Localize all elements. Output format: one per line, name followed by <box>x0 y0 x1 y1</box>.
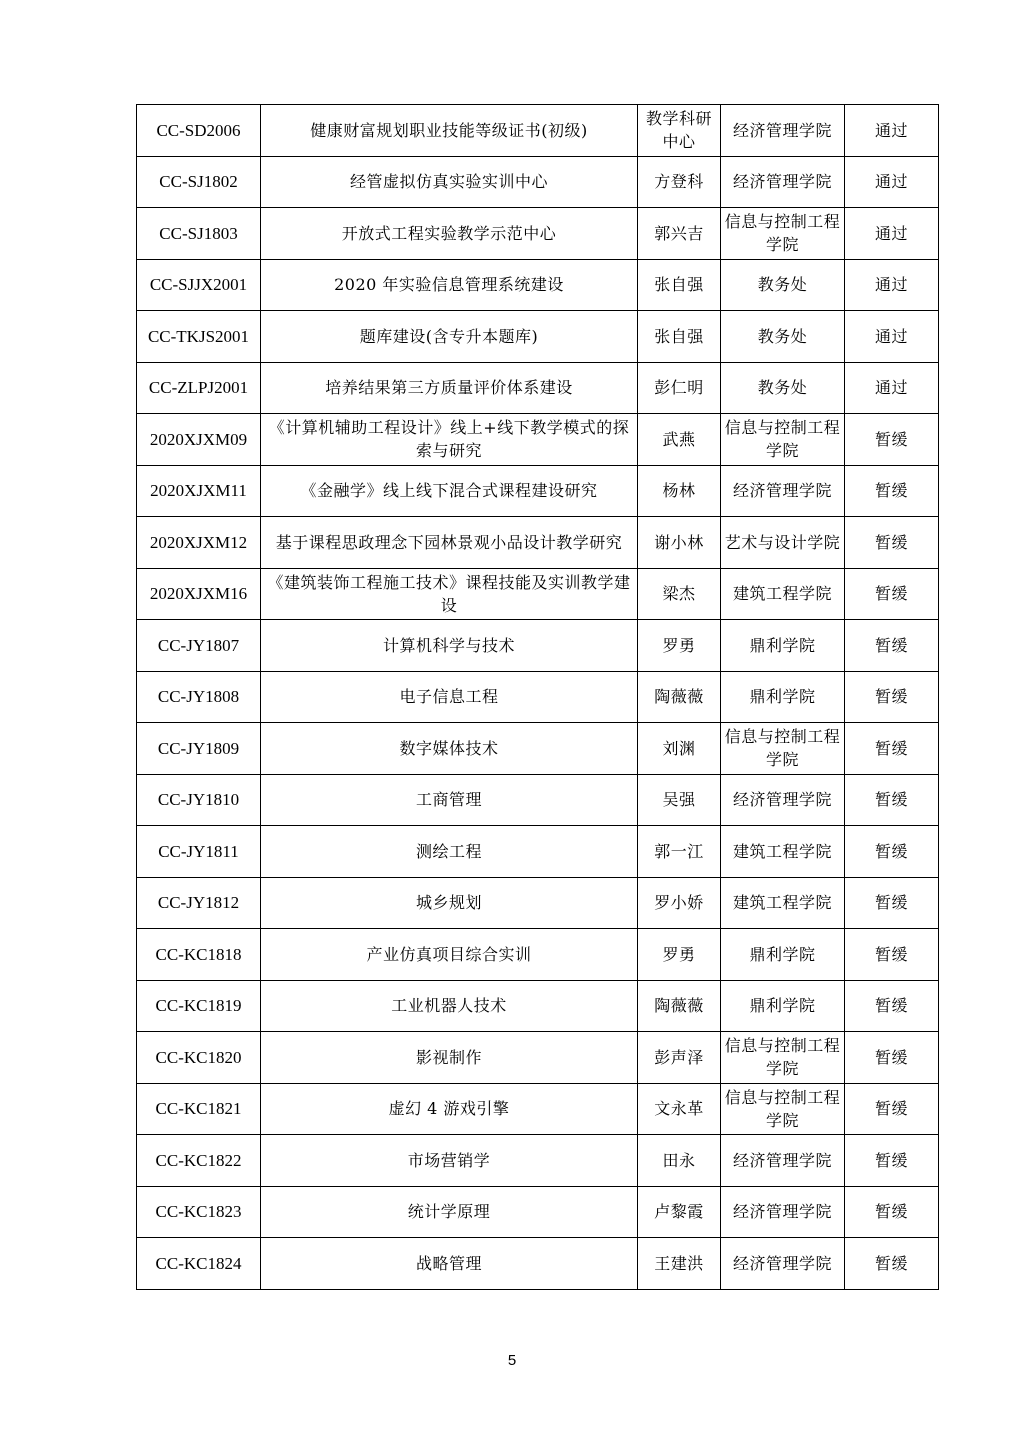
person-in-charge-cell: 郭一江 <box>638 826 721 878</box>
project-name-cell: 工业机器人技术 <box>261 980 638 1032</box>
project-code-cell: 2020XJXM11 <box>137 465 261 517</box>
department-cell: 经济管理学院 <box>721 1135 845 1187</box>
project-code-cell: CC-JY1810 <box>137 774 261 826</box>
project-name-cell: 数字媒体技术 <box>261 723 638 775</box>
person-in-charge-cell: 田永 <box>638 1135 721 1187</box>
project-name-cell: 《金融学》线上线下混合式课程建设研究 <box>261 465 638 517</box>
project-name-cell: 电子信息工程 <box>261 671 638 723</box>
person-in-charge-cell: 郭兴吉 <box>638 208 721 260</box>
project-name-cell: 测绘工程 <box>261 826 638 878</box>
project-name-cell: 影视制作 <box>261 1032 638 1084</box>
review-result-cell: 暂缓 <box>845 1238 939 1290</box>
table-row <box>137 1032 939 1084</box>
project-name-cell: 工商管理 <box>261 774 638 826</box>
review-result-cell: 通过 <box>845 156 939 208</box>
project-code-cell: CC-TKJS2001 <box>137 311 261 363</box>
department-cell: 鼎利学院 <box>721 671 845 723</box>
project-code-cell: CC-KC1819 <box>137 980 261 1032</box>
project-name-cell: 市场营销学 <box>261 1135 638 1187</box>
review-result-cell: 通过 <box>845 259 939 311</box>
table-row <box>137 362 939 414</box>
table-row <box>137 1083 939 1135</box>
person-in-charge-cell: 卢黎霞 <box>638 1186 721 1238</box>
review-result-cell: 暂缓 <box>845 826 939 878</box>
table-row <box>137 723 939 775</box>
project-code-cell: CC-JY1811 <box>137 826 261 878</box>
table-row <box>137 671 939 723</box>
review-result-cell: 暂缓 <box>845 1083 939 1135</box>
table-row <box>137 1238 939 1290</box>
review-result-cell: 暂缓 <box>845 517 939 569</box>
person-in-charge-cell: 吴强 <box>638 774 721 826</box>
table-row <box>137 311 939 363</box>
department-cell: 经济管理学院 <box>721 1186 845 1238</box>
project-code-cell: CC-KC1823 <box>137 1186 261 1238</box>
review-result-cell: 暂缓 <box>845 1135 939 1187</box>
review-result-cell: 暂缓 <box>845 980 939 1032</box>
project-name-cell: 城乡规划 <box>261 877 638 929</box>
person-in-charge-cell: 陶薇薇 <box>638 671 721 723</box>
person-in-charge-cell: 文永革 <box>638 1083 721 1135</box>
department-cell: 教务处 <box>721 311 845 363</box>
review-result-cell: 暂缓 <box>845 1186 939 1238</box>
person-in-charge-cell: 彭声泽 <box>638 1032 721 1084</box>
person-in-charge-cell: 陶薇薇 <box>638 980 721 1032</box>
department-cell: 教务处 <box>721 362 845 414</box>
department-cell: 经济管理学院 <box>721 465 845 517</box>
project-name-cell: 2020 年实验信息管理系统建设 <box>261 259 638 311</box>
table-row <box>137 1135 939 1187</box>
project-code-cell: CC-SJ1803 <box>137 208 261 260</box>
person-in-charge-cell: 武燕 <box>638 414 721 466</box>
person-in-charge-cell: 罗小娇 <box>638 877 721 929</box>
department-cell: 鼎利学院 <box>721 980 845 1032</box>
person-in-charge-cell: 彭仁明 <box>638 362 721 414</box>
project-code-cell: CC-SJJX2001 <box>137 259 261 311</box>
table-row <box>137 877 939 929</box>
department-cell: 信息与控制工程学院 <box>721 1032 845 1084</box>
review-result-cell: 暂缓 <box>845 671 939 723</box>
department-cell: 经济管理学院 <box>721 105 845 157</box>
table-body <box>137 105 939 1290</box>
project-name-cell: 经管虚拟仿真实验实训中心 <box>261 156 638 208</box>
review-result-cell: 暂缓 <box>845 774 939 826</box>
review-result-cell: 暂缓 <box>845 568 939 620</box>
review-result-cell: 暂缓 <box>845 620 939 672</box>
project-code-cell: CC-KC1818 <box>137 929 261 981</box>
project-code-cell: CC-SD2006 <box>137 105 261 157</box>
department-cell: 经济管理学院 <box>721 156 845 208</box>
table-row <box>137 414 939 466</box>
project-code-cell: CC-KC1820 <box>137 1032 261 1084</box>
department-cell: 信息与控制工程学院 <box>721 208 845 260</box>
department-cell: 经济管理学院 <box>721 774 845 826</box>
project-code-cell: CC-JY1807 <box>137 620 261 672</box>
table-row <box>137 1186 939 1238</box>
project-name-cell: 培养结果第三方质量评价体系建设 <box>261 362 638 414</box>
project-code-cell: CC-SJ1802 <box>137 156 261 208</box>
project-code-cell: CC-ZLPJ2001 <box>137 362 261 414</box>
project-code-cell: CC-KC1821 <box>137 1083 261 1135</box>
person-in-charge-cell: 杨林 <box>638 465 721 517</box>
table-row <box>137 774 939 826</box>
table-row <box>137 620 939 672</box>
person-in-charge-cell: 方登科 <box>638 156 721 208</box>
department-cell: 建筑工程学院 <box>721 826 845 878</box>
project-code-cell: CC-JY1812 <box>137 877 261 929</box>
review-result-cell: 通过 <box>845 362 939 414</box>
department-cell: 信息与控制工程学院 <box>721 1083 845 1135</box>
project-name-cell: 健康财富规划职业技能等级证书(初级) <box>261 105 638 157</box>
person-in-charge-cell: 谢小林 <box>638 517 721 569</box>
review-result-cell: 暂缓 <box>845 465 939 517</box>
table-row <box>137 929 939 981</box>
project-code-cell: 2020XJXM16 <box>137 568 261 620</box>
table-row <box>137 156 939 208</box>
project-review-table <box>136 104 939 1290</box>
department-cell: 信息与控制工程学院 <box>721 414 845 466</box>
table-row <box>137 105 939 157</box>
table-row <box>137 568 939 620</box>
project-name-cell: 题库建设(含专升本题库) <box>261 311 638 363</box>
project-code-cell: 2020XJXM09 <box>137 414 261 466</box>
review-result-cell: 通过 <box>845 208 939 260</box>
person-in-charge-cell: 罗勇 <box>638 620 721 672</box>
review-result-cell: 暂缓 <box>845 1032 939 1084</box>
project-code-cell: 2020XJXM12 <box>137 517 261 569</box>
person-in-charge-cell: 刘渊 <box>638 723 721 775</box>
review-result-cell: 暂缓 <box>845 414 939 466</box>
table-row <box>137 517 939 569</box>
table-row <box>137 465 939 517</box>
review-result-cell: 通过 <box>845 311 939 363</box>
department-cell: 鼎利学院 <box>721 929 845 981</box>
project-code-cell: CC-JY1808 <box>137 671 261 723</box>
department-cell: 艺术与设计学院 <box>721 517 845 569</box>
person-in-charge-cell: 王建洪 <box>638 1238 721 1290</box>
person-in-charge-cell: 教学科研中心 <box>638 105 721 157</box>
review-result-cell: 暂缓 <box>845 723 939 775</box>
project-name-cell: 《建筑装饰工程施工技术》课程技能及实训教学建设 <box>261 568 638 620</box>
project-name-cell: 产业仿真项目综合实训 <box>261 929 638 981</box>
project-name-cell: 基于课程思政理念下园林景观小品设计教学研究 <box>261 517 638 569</box>
project-code-cell: CC-KC1822 <box>137 1135 261 1187</box>
department-cell: 信息与控制工程学院 <box>721 723 845 775</box>
project-code-cell: CC-KC1824 <box>137 1238 261 1290</box>
person-in-charge-cell: 张自强 <box>638 311 721 363</box>
project-name-cell: 开放式工程实验教学示范中心 <box>261 208 638 260</box>
table-row <box>137 980 939 1032</box>
review-result-cell: 暂缓 <box>845 929 939 981</box>
department-cell: 鼎利学院 <box>721 620 845 672</box>
person-in-charge-cell: 张自强 <box>638 259 721 311</box>
project-name-cell: 战略管理 <box>261 1238 638 1290</box>
table-row <box>137 259 939 311</box>
project-name-cell: 虚幻 4 游戏引擎 <box>261 1083 638 1135</box>
department-cell: 教务处 <box>721 259 845 311</box>
department-cell: 经济管理学院 <box>721 1238 845 1290</box>
table-row <box>137 208 939 260</box>
review-result-cell: 暂缓 <box>845 877 939 929</box>
project-name-cell: 统计学原理 <box>261 1186 638 1238</box>
table-row <box>137 826 939 878</box>
person-in-charge-cell: 梁杰 <box>638 568 721 620</box>
page-number: 5 <box>507 1352 517 1369</box>
review-result-cell: 通过 <box>845 105 939 157</box>
project-name-cell: 《计算机辅助工程设计》线上+线下教学模式的探索与研究 <box>261 414 638 466</box>
person-in-charge-cell: 罗勇 <box>638 929 721 981</box>
department-cell: 建筑工程学院 <box>721 877 845 929</box>
project-name-cell: 计算机科学与技术 <box>261 620 638 672</box>
department-cell: 建筑工程学院 <box>721 568 845 620</box>
project-code-cell: CC-JY1809 <box>137 723 261 775</box>
